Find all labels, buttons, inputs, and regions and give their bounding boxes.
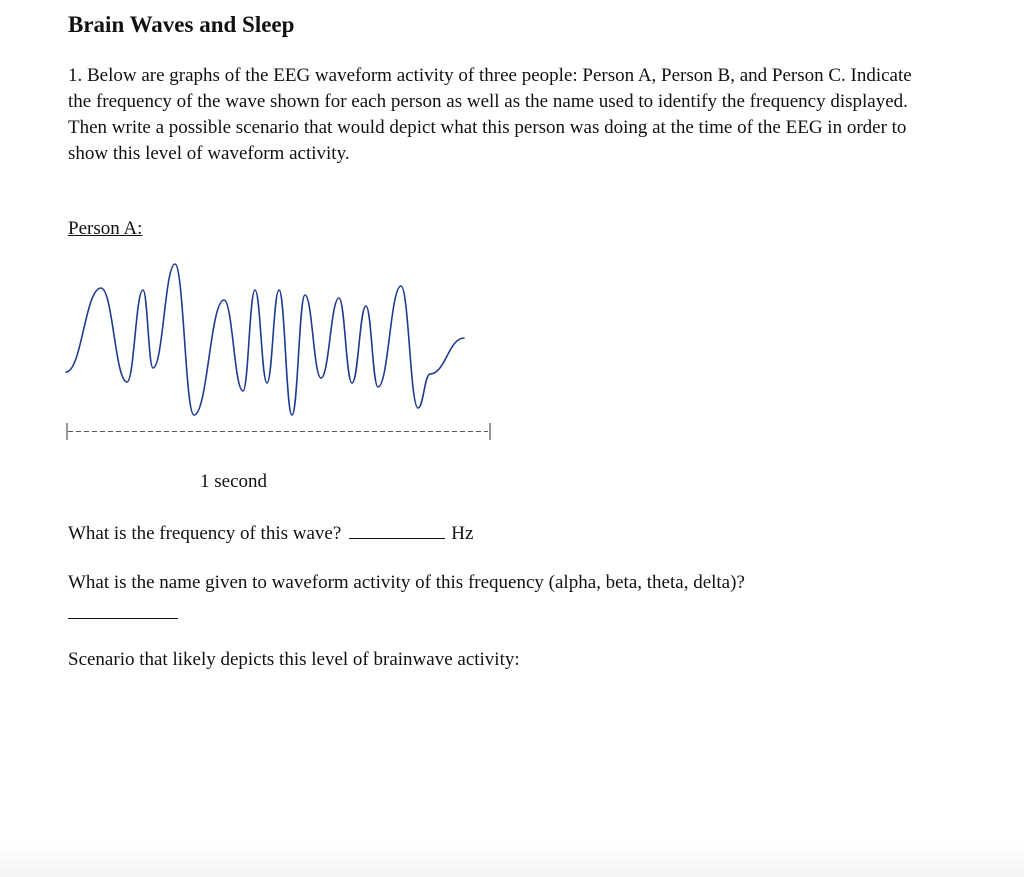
frequency-question: What is the frequency of this wave? [68,523,342,544]
frequency-answer-blank[interactable] [349,519,445,539]
eeg-waveform-line [66,264,464,415]
scenario-prompt: Scenario that likely depicts this level of brainwave activity: [68,649,520,670]
question-1-text: 1. Below are graphs of the EEG waveform activity of three people: Person A, Person B, and Person C. Indicate the frequency of the wave shown for each person as well as the name used to identify the frequency displayed. Then write a possible scenario that would depict what this person was doing at the time of the EEG in order to show this level of waveform activity. [68,65,912,164]
person-a-label: Person A: [68,218,143,239]
page-bottom-shadow [0,845,1024,877]
eeg-wave-graph [0,250,520,450]
wave-name-question: What is the name given to waveform activity of this frequency (alpha, beta, theta, delta)? [68,572,745,593]
frequency-unit: Hz [451,523,474,544]
time-scale-label: 1 second [200,471,268,492]
frequency-question-row [68,519,473,547]
wave-name-answer-blank[interactable] [68,618,178,619]
page-title: Brain Waves and Sleep [68,12,295,37]
